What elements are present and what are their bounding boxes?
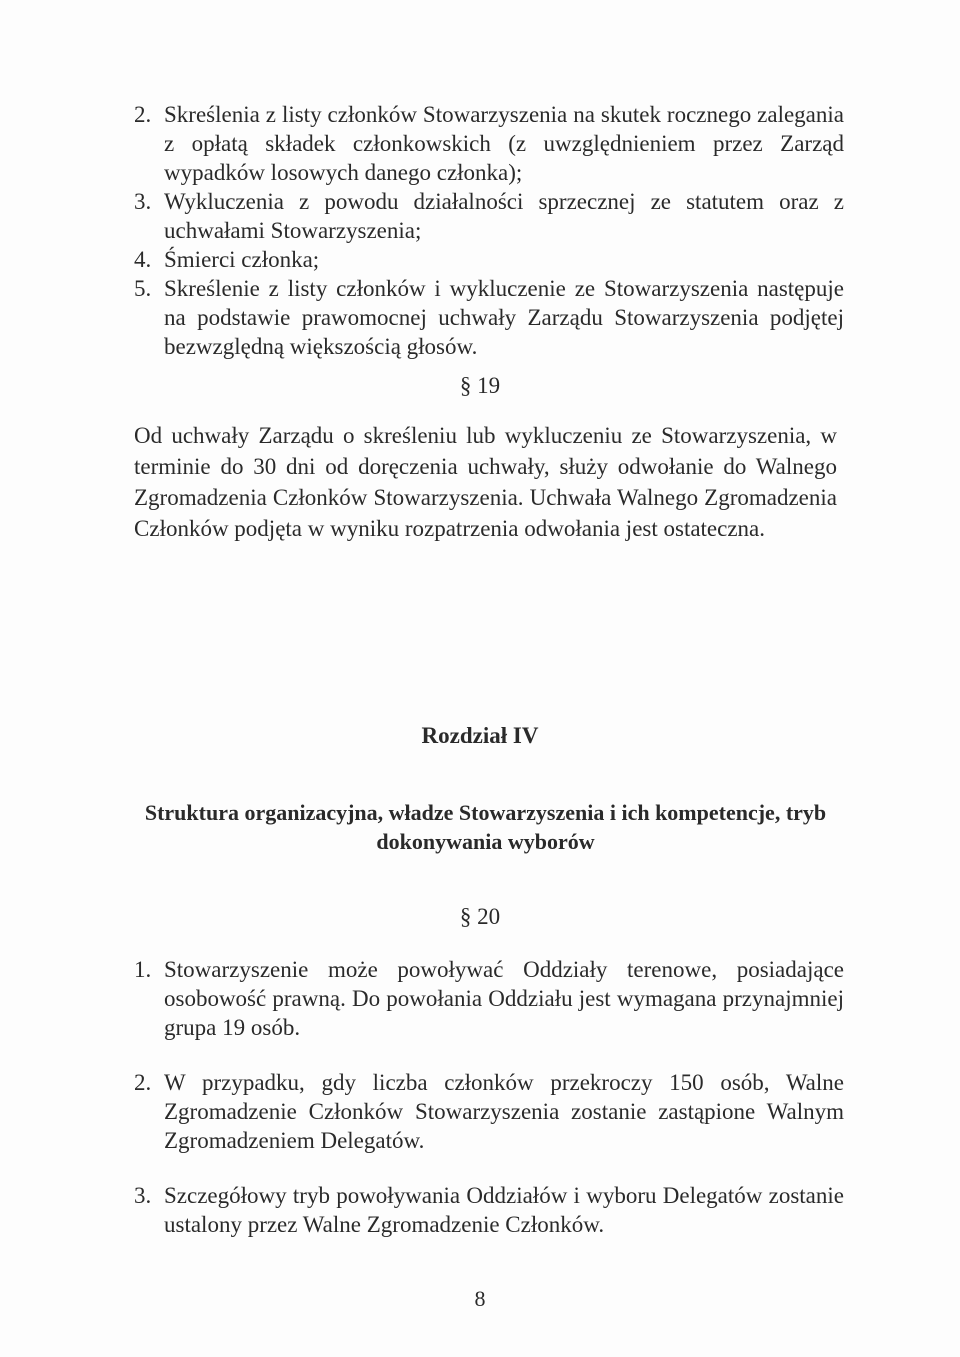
section-20-list bbox=[134, 955, 844, 1265]
list-item bbox=[134, 187, 844, 245]
list-item-number: 1. bbox=[134, 957, 152, 982]
list-item bbox=[134, 1181, 844, 1239]
membership-termination-list bbox=[134, 100, 844, 361]
list-item-text: Skreślenia z listy członków Stowarzyszenia na skutek rocznego zalegania z opłatą składek członkowskich (z uwzględnieniem przez Zarząd wypadków losowych danego członka); bbox=[164, 102, 844, 185]
list-item-number: 3. bbox=[134, 189, 152, 214]
page-number: 8 bbox=[474, 1286, 486, 1311]
section-19-paragraph: Od uchwały Zarządu o skreśleniu lub wykluczeniu ze Stowarzyszenia, w terminie do 30 dni od doręczenia uchwały, służy odwołanie do Walnego Zgromadzenia Członków Stowarzyszenia. Uchwała Walnego Zgromadzenia Członków podjęta w wyniku rozpatrzenia odwołania jest ostateczna. bbox=[134, 423, 837, 541]
section-19-sign: § 19 bbox=[459, 373, 501, 398]
section-20-sign: § 20 bbox=[459, 904, 501, 929]
list-item-number: 4. bbox=[134, 247, 152, 272]
list-item bbox=[134, 245, 844, 274]
chapter-heading: Struktura organizacyjna, władze Stowarzyszenia i ich kompetencje, tryb dokonywania wyborów bbox=[144, 800, 827, 854]
list-item bbox=[134, 274, 844, 361]
list-item-number: 5. bbox=[134, 276, 152, 301]
list-item-text: Skreślenie z listy członków i wykluczenie ze Stowarzyszenia następuje na podstawie prawomocnej uchwały Zarządu Stowarzyszenia podjętej bezwzględną większością głosów. bbox=[164, 276, 844, 359]
list-item bbox=[134, 1068, 844, 1155]
list-item-text: Wykluczenia z powodu działalności sprzecznej ze statutem oraz z uchwałami Stowarzyszenia; bbox=[164, 189, 844, 243]
list-item bbox=[134, 955, 844, 1042]
list-item-text: W przypadku, gdy liczba członków przekroczy 150 osób, Walne Zgromadzenie Członków Stowarzyszenia zostanie zastąpione Walnym Zgromadzeniem Delegatów. bbox=[164, 1070, 844, 1153]
list-item-number: 3. bbox=[134, 1183, 152, 1208]
list-item-text: Śmierci członka; bbox=[164, 247, 320, 272]
list-item-number: 2. bbox=[134, 1070, 152, 1095]
list-item bbox=[134, 100, 844, 187]
list-item-text: Szczegółowy tryb powoływania Oddziałów i wyboru Delegatów zostanie ustalony przez Walne Zgromadzenie Członków. bbox=[164, 1183, 844, 1237]
chapter-title: Rozdział IV bbox=[421, 723, 539, 748]
list-item-text: Stowarzyszenie może powoływać Oddziały terenowe, posiadające osobowość prawną. Do powołania Oddziału jest wymagana przynajmniej grupa 19 osób. bbox=[164, 957, 844, 1040]
list-item-number: 2. bbox=[134, 102, 152, 127]
